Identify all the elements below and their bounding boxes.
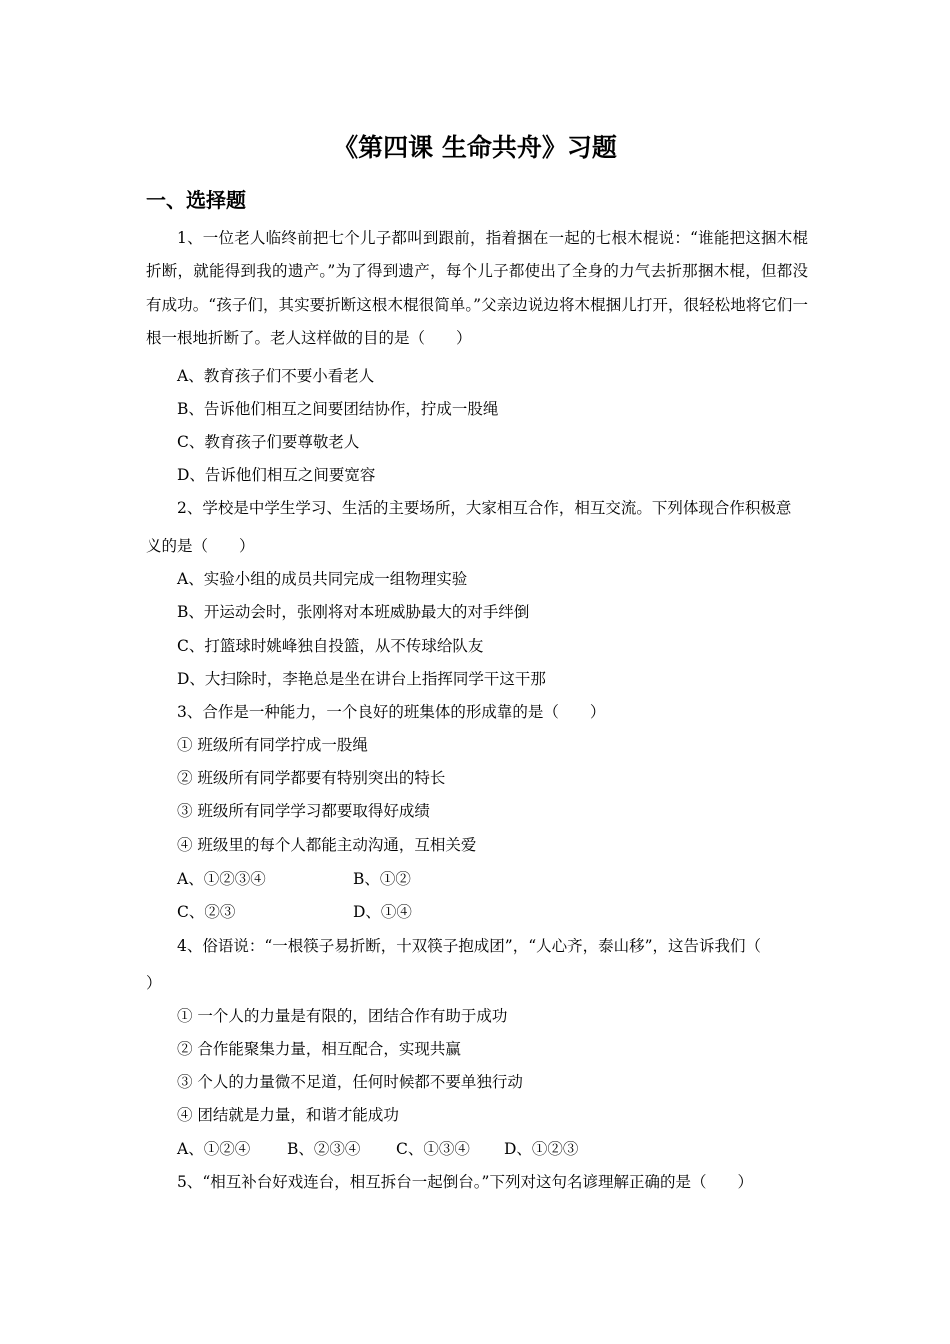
q5-stem: 5、“相互补台好戏连台，相互拆台一起倒台。”下列对这句名谚理解正确的是（ ） [177, 1173, 753, 1191]
q3-item-2: ② 班级所有同学都要有特别突出的特长 [177, 769, 446, 787]
q2-option-b: B、开运动会时，张刚将对本班威胁最大的对手绊倒 [177, 603, 530, 621]
q3-item-1: ① 班级所有同学拧成一股绳 [177, 736, 368, 754]
q4-item-1: ① 一个人的力量是有限的，团结合作有助于成功 [177, 1007, 508, 1025]
q3-option-a: A、①②③④ [177, 870, 266, 888]
q1-option-d: D、告诉他们相互之间要宽容 [177, 466, 376, 484]
q3-item-4: ④ 班级里的每个人都能主动沟通，互相关爱 [177, 836, 477, 854]
q1-option-c: C、教育孩子们要尊敬老人 [177, 433, 360, 451]
q4-item-3: ③ 个人的力量微不足道，任何时候都不要单独行动 [177, 1073, 523, 1091]
q1-option-b: B、告诉他们相互之间要团结协作，拧成一股绳 [177, 400, 499, 418]
q4-option-c: C、①③④ [396, 1140, 470, 1158]
q4-item-4: ④ 团结就是力量，和谐才能成功 [177, 1106, 399, 1124]
page-title: 《第四课 生命共舟》习题 [333, 133, 617, 162]
q3-item-3: ③ 班级所有同学学习都要取得好成绩 [177, 802, 430, 820]
q3-option-b: B、①② [353, 870, 411, 888]
q4-item-2: ② 合作能聚集力量，相互配合，实现共赢 [177, 1040, 461, 1058]
q4-option-d: D、①②③ [504, 1140, 579, 1158]
q2-option-d: D、大扫除时，李艳总是坐在讲台上指挥同学干这干那 [177, 670, 546, 688]
q3-stem: 3、合作是一种能力，一个良好的班集体的形成靠的是（ ） [177, 703, 606, 721]
q1-option-a: A、教育孩子们不要小看老人 [177, 367, 375, 385]
q3-option-d: D、①④ [353, 903, 412, 921]
q2-stem-line2: 义的是（ ） [146, 537, 255, 555]
q4-option-b: B、②③④ [287, 1140, 361, 1158]
q4-stem-line2: ） [146, 974, 162, 992]
q2-stem-line1: 2、学校是中学生学习、生活的主要场所，大家相互合作，相互交流。下列体现合作积极意 [177, 499, 792, 517]
q2-option-a: A、实验小组的成员共同完成一组物理实验 [177, 570, 468, 588]
q2-option-c: C、打篮球时姚峰独自投篮，从不传球给队友 [177, 637, 484, 655]
q4-stem-line1: 4、俗语说：“一根筷子易折断，十双筷子抱成团”，“人心齐，泰山移”，这告诉我们（ [177, 937, 762, 955]
q3-option-c: C、②③ [177, 903, 236, 921]
q1-stem: 1、一位老人临终前把七个儿子都叫到跟前，指着捆在一起的七根木棍说：“谁能把这捆木棍折断，就能得到我的遗产。”为了得到遗产，每个儿子都使出了全身的力气去折那捆木棍，但都没有成功。“孩子们，其实要折断这根木棍很简单。”父亲边说边将木棍捆儿打开，很轻松地将它们一根一根地折断了。老人这样做的目的是（ ） [146, 229, 808, 347]
section-heading: 一、选择题 [146, 188, 246, 212]
q4-option-a: A、①②④ [177, 1140, 251, 1158]
